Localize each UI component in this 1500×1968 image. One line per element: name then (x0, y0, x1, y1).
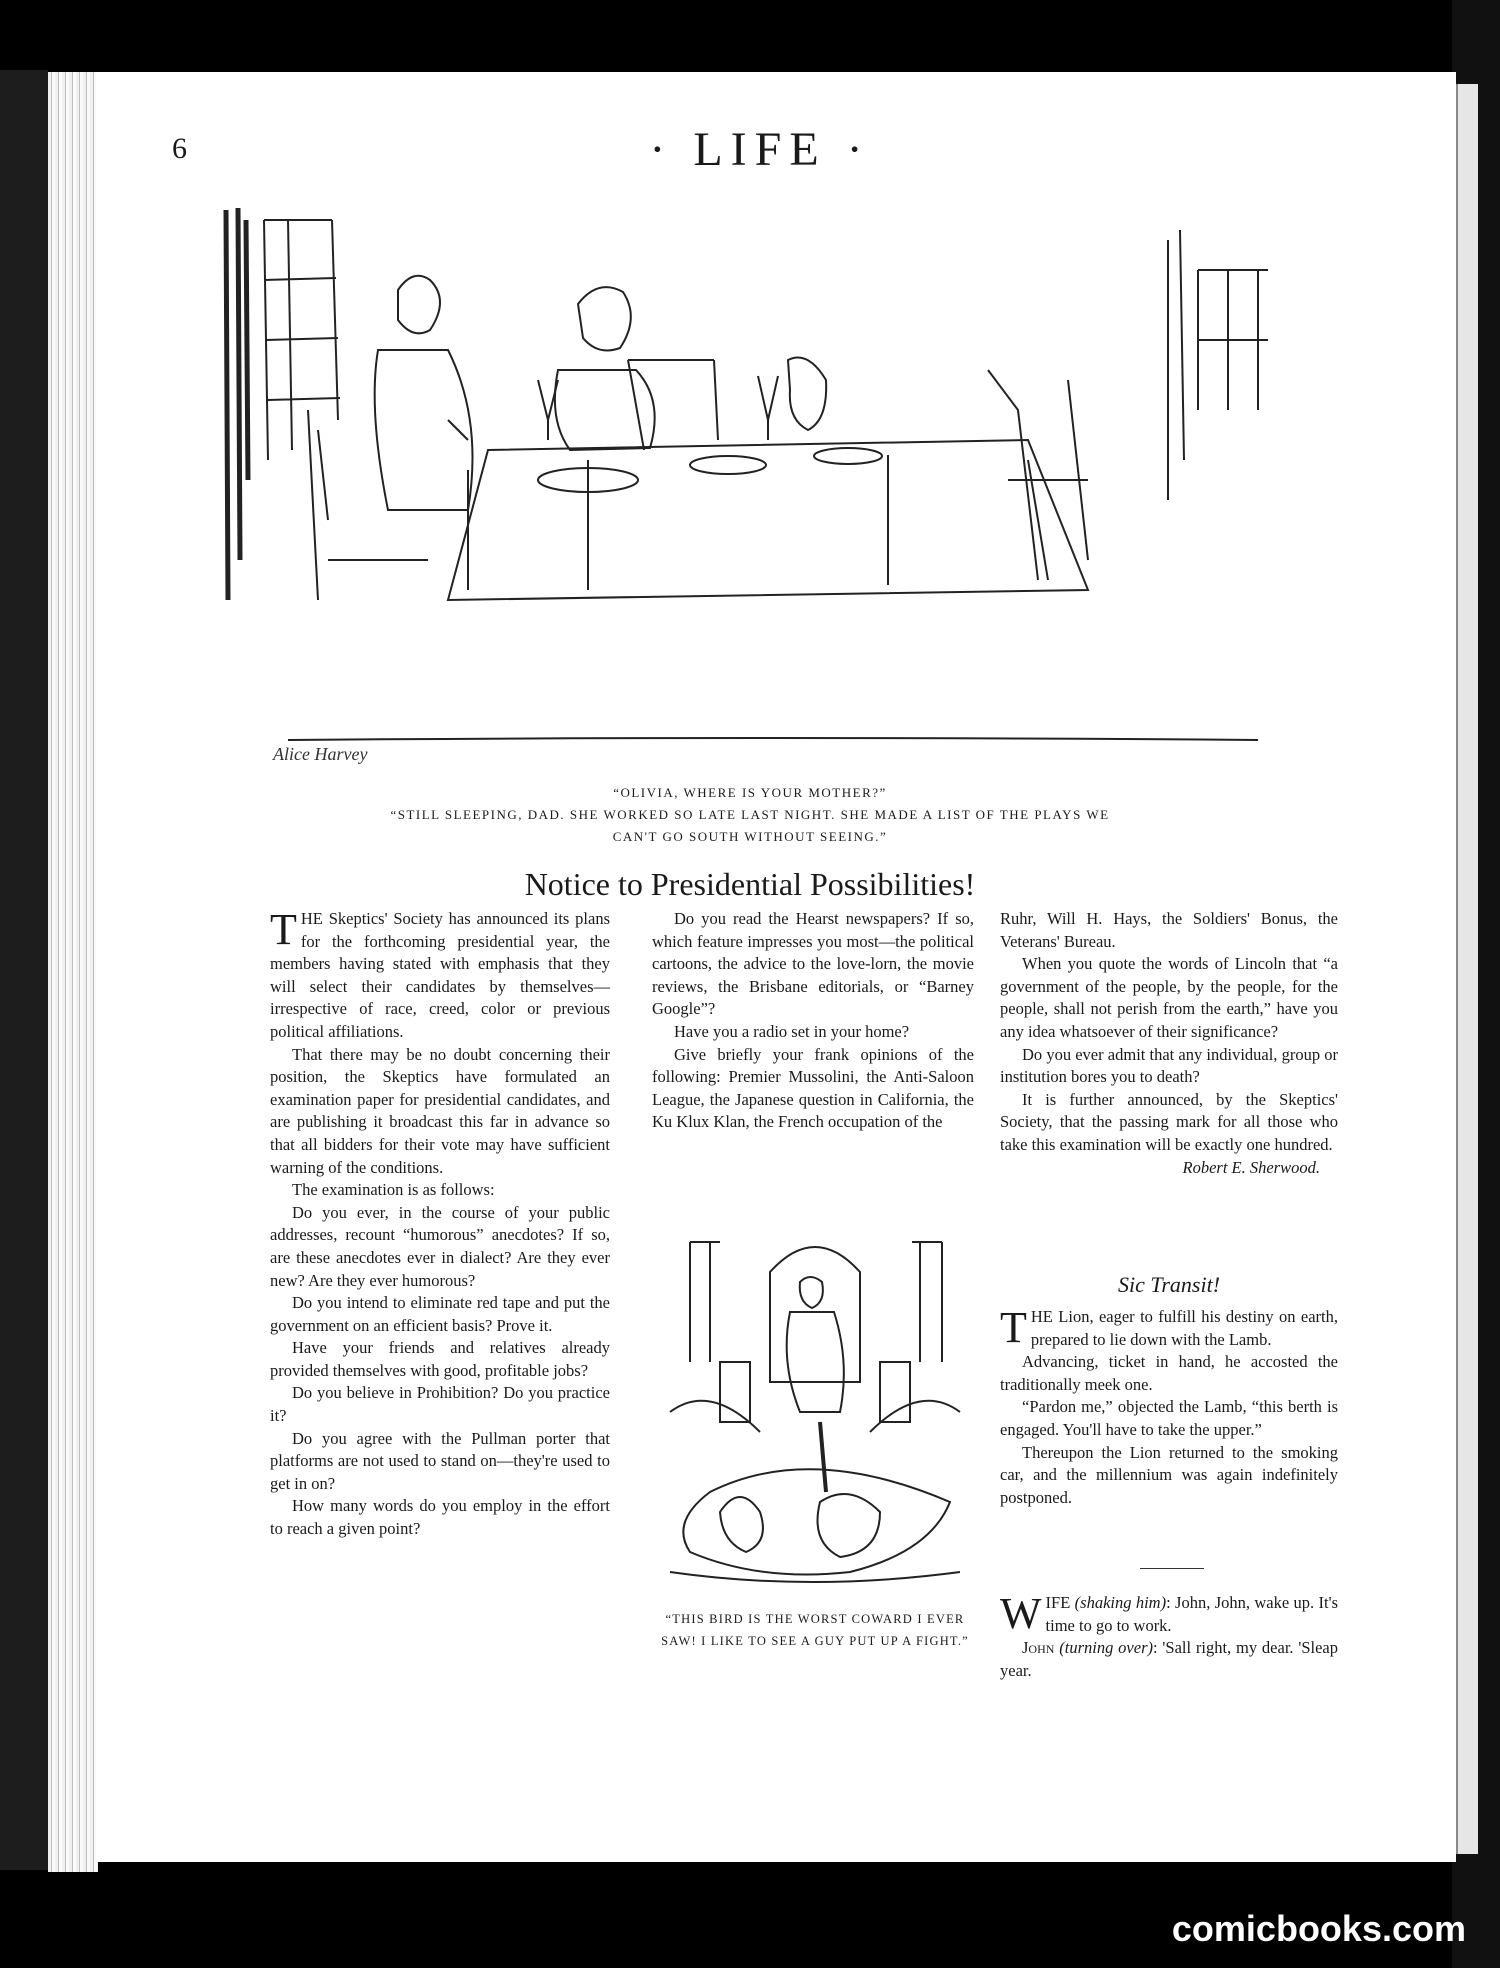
dropcap: T (1000, 1303, 1027, 1352)
caption-line-1: “OLIVIA, WHERE IS YOUR MOTHER?” (613, 785, 887, 800)
caption-line-3: CAN'T GO SOUTH WITHOUT SEEING.” (612, 829, 888, 844)
artist-signature: Alice Harvey (273, 744, 368, 764)
cartoon-caption: “THIS BIRD IS THE WORST COWARD I EVER SAW! I LIKE TO SEE A GUY PUT UP A FIGHT.” (661, 1612, 969, 1648)
masthead: · LIFE · (649, 123, 871, 176)
dinner-table-illustration (168, 180, 1332, 780)
puppy-tiger-rug-cartoon (650, 1212, 980, 1604)
sic-transit-paragraph: “Pardon me,” objected the Lamb, “this berth is engaged. You'll have to take the upper.” (1000, 1397, 1338, 1439)
article-paragraph: Do you agree with the Pullman porter that platforms are not used to stand on—they're used to get in on? (270, 1428, 610, 1493)
article-paragraph: Do you ever admit that any individual, group or institution bores you to death? (1000, 1044, 1338, 1087)
article-paragraph: Do you read the Hearst newspapers? If so, which feature impresses you most—the political cartoons, the advice to the love-lorn, the movie reviews, the Brisbane editorials, or “Barney Google”? (652, 909, 974, 1019)
sic-transit-title: Sic Transit! (1117, 1272, 1221, 1297)
article-paragraph: How many words do you employ in the effort to reach a given point? (270, 1496, 610, 1539)
page-number: 6 (172, 132, 187, 165)
article-paragraph: Do you ever, in the course of your public addresses, recount “humorous” anecdotes? If so, are these anecdotes ever in dialect? Are they ever new? Are they ever humorous? (270, 1202, 610, 1290)
dropcap: T (270, 905, 297, 954)
article-paragraph: Have your friends and relatives already provided themselves with good, profitable jobs? (270, 1338, 610, 1380)
article-paragraph: Do you intend to eliminate red tape and put the government on an efficient basis? Prove it. (270, 1293, 610, 1335)
article-paragraph: Ruhr, Will H. Hays, the Soldiers' Bonus, the Veterans' Bureau. (1000, 909, 1338, 951)
joke-line-1: WIFE (shaking him): John, John, wake up. It's time to go to work. (1000, 1589, 1339, 1638)
site-watermark: comicbooks.com (1171, 1908, 1466, 1949)
joke-line-2: John (turning over): 'Sall right, my dear. 'Sleap year. (1000, 1638, 1338, 1680)
article-column-3 (1000, 908, 1338, 1179)
article-column-2 (652, 908, 974, 1134)
sic-transit-paragraph: Advancing, ticket in hand, he accosted the traditionally meek one. (1000, 1352, 1338, 1394)
binding-left (0, 70, 48, 1870)
next-page-edge (1456, 84, 1478, 1854)
article-paragraph: THE Skeptics' Society has announced its plans for the forthcoming presidential year, the members having stated with emphasis that they will select their candidates by themselves—irrespective of race, creed, color or previous political affiliations. (270, 905, 610, 1041)
sic-transit-paragraph: Thereupon the Lion returned to the smoking car, and the millennium was again indefinitely postponed. (1000, 1442, 1338, 1507)
section-divider (1140, 1568, 1204, 1569)
article-paragraph: Do you believe in Prohibition? Do you practice it? (270, 1383, 610, 1426)
article-paragraph: The examination is as follows: (292, 1180, 495, 1200)
article-paragraph: That there may be no doubt concerning their position, the Skeptics have formulated an examination paper for presidential candidates, and are publishing it broadcast this far in advance so that all bidders for their vote may have sufficient warning of the conditions. (270, 1044, 610, 1177)
article-headline: Notice to Presidential Possibilities! (524, 866, 976, 902)
caption-line-2: “STILL SLEEPING, DAD. SHE WORKED SO LATE LAST NIGHT. SHE MADE A LIST OF THE PLAYS WE (390, 807, 1110, 822)
wife-joke (1000, 1589, 1339, 1682)
dropcap: W (1000, 1589, 1042, 1638)
sic-transit-body (1000, 1303, 1338, 1509)
article-paragraph: It is further announced, by the Skeptics' Society, that the passing mark for all those who take this examination will be exactly one hundred. (1000, 1089, 1338, 1154)
sic-transit-paragraph: THE Lion, eager to fulfill his destiny on earth, prepared to lie down with the Lamb. (1000, 1303, 1338, 1352)
article-paragraph: Give briefly your frank opinions of the following: Premier Mussolini, the Anti-Saloon League, the Japanese question in California, the Ku Klux Klan, the French occupation of the (652, 1044, 974, 1132)
article-column-1 (270, 905, 610, 1541)
article-paragraph: Have you a radio set in your home? (674, 1021, 910, 1041)
article-paragraph: When you quote the words of Lincoln that “a government of the people, by the people, for the people, shall not perish from the earth,” have you any idea whatsoever of their significance? (1000, 954, 1338, 1041)
illustration-caption (168, 782, 1332, 848)
byline: Robert E. Sherwood. (1182, 1157, 1320, 1177)
page-edges (48, 72, 98, 1872)
